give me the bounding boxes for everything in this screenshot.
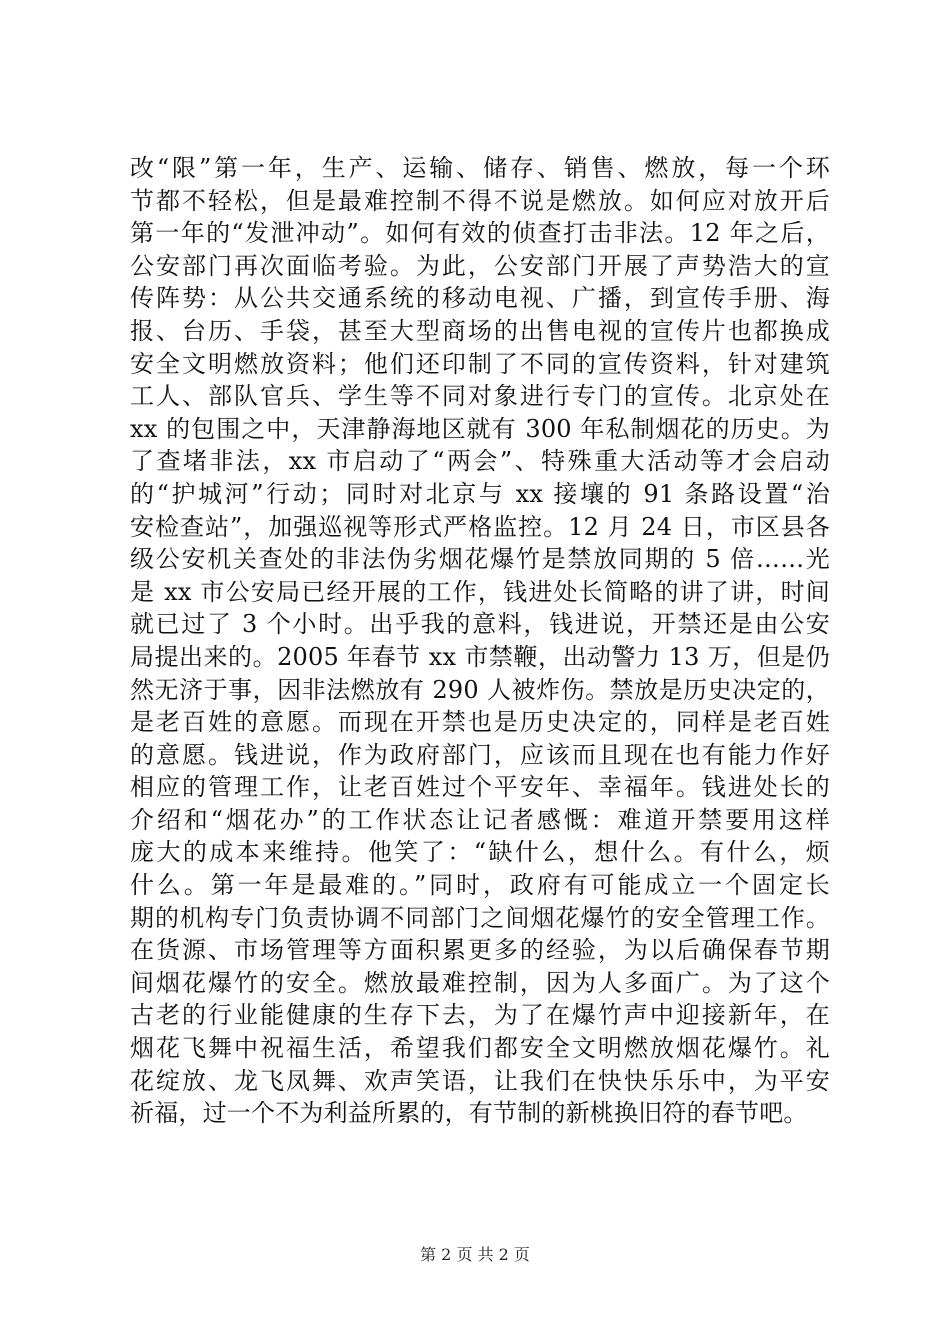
text-line: 介绍和“烟花办”的工作状态让记者感慨：难道开禁要用这样 [130, 805, 830, 834]
text-line: 第一年的“发泄冲动”。如何有效的侦查打击非法。12 年之后， [130, 219, 830, 248]
text-line: 公安部门再次面临考验。为此，公安部门开展了声势浩大的宣 [130, 251, 830, 280]
text-line: 然无济于事，因非法燃放有 290 人被炸伤。禁放是历史决定的， [130, 675, 830, 704]
text-line: 花绽放、龙飞凤舞、欢声笑语，让我们在快快乐乐中，为平安 [130, 1066, 830, 1095]
text-line: xx 的包围之中，天津静海地区就有 300 年私制烟花的历史。为 [130, 414, 830, 443]
text-line: 工人、部队官兵、学生等不同对象进行专门的宣传。北京处在 [130, 382, 830, 411]
text-line: 祈福，过一个不为利益所累的，有节制的新桃换旧符的春节吧。 [130, 1099, 808, 1128]
text-line: 是老百姓的意愿。而现在开禁也是历史决定的，同样是老百姓 [130, 708, 830, 737]
text-line: 在货源、市场管理等方面积累更多的经验，为以后确保春节期 [130, 936, 830, 965]
text-line: 烟花飞舞中祝福生活，希望我们都安全文明燃放烟花爆竹。礼 [130, 1034, 830, 1063]
text-line: 期的机构专门负责协调不同部门之间烟花爆竹的安全管理工作。 [130, 903, 830, 932]
text-line: 节都不轻松，但是最难控制不得不说是燃放。如何应对放开后 [130, 186, 830, 215]
text-line: 安检查站”，加强巡视等形式严格监控。12 月 24 日，市区县各 [130, 512, 830, 541]
text-line: 相应的管理工作，让老百姓过个平安年、幸福年。钱进处长的 [130, 773, 830, 802]
text-line: 什么。第一年是最难的。”同时，政府有可能成立一个固定长 [130, 871, 830, 900]
text-line: 了查堵非法，xx 市启动了“两会”、特殊重大活动等才会启动 [130, 447, 830, 476]
text-line: 间烟花爆竹的安全。燃放最难控制，因为人多面广。为了这个 [130, 968, 830, 997]
text-line: 就已过了 3 个小时。出乎我的意料，钱进说，开禁还是由公安 [130, 610, 830, 639]
page-footer: 第 2 页 共 2 页 [420, 1245, 530, 1264]
text-line: 庞大的成本来维持。他笑了：“缺什么，想什么。有什么，烦 [130, 838, 830, 867]
body-text [130, 152, 830, 1130]
text-line: 古老的行业能健康的生存下去，为了在爆竹声中迎接新年，在 [130, 1001, 830, 1030]
text-line: 的意愿。钱进说，作为政府部门，应该而且现在也有能力作好 [130, 740, 830, 769]
text-line: 安全文明燃放资料；他们还印制了不同的宣传资料，针对建筑 [130, 349, 830, 378]
text-line: 是 xx 市公安局已经开展的工作，钱进处长简略的讲了讲，时间 [130, 577, 830, 606]
text-line: 改“限”第一年，生产、运输、储存、销售、燃放，每一个环 [130, 154, 830, 182]
text-line: 的“护城河”行动；同时对北京与 xx 接壤的 91 条路设置“治 [130, 479, 830, 508]
text-line: 级公安机关查处的非法伪劣烟花爆竹是禁放同期的 5 倍……光 [130, 545, 830, 574]
text-line: 局提出来的。2005 年春节 xx 市禁鞭，出动警力 13 万，但是仍 [130, 642, 830, 671]
text-line: 传阵势：从公共交通系统的移动电视、广播，到宣传手册、海 [130, 284, 830, 313]
text-line: 报、台历、手袋，甚至大型商场的出售电视的宣传片也都换成 [130, 316, 830, 345]
